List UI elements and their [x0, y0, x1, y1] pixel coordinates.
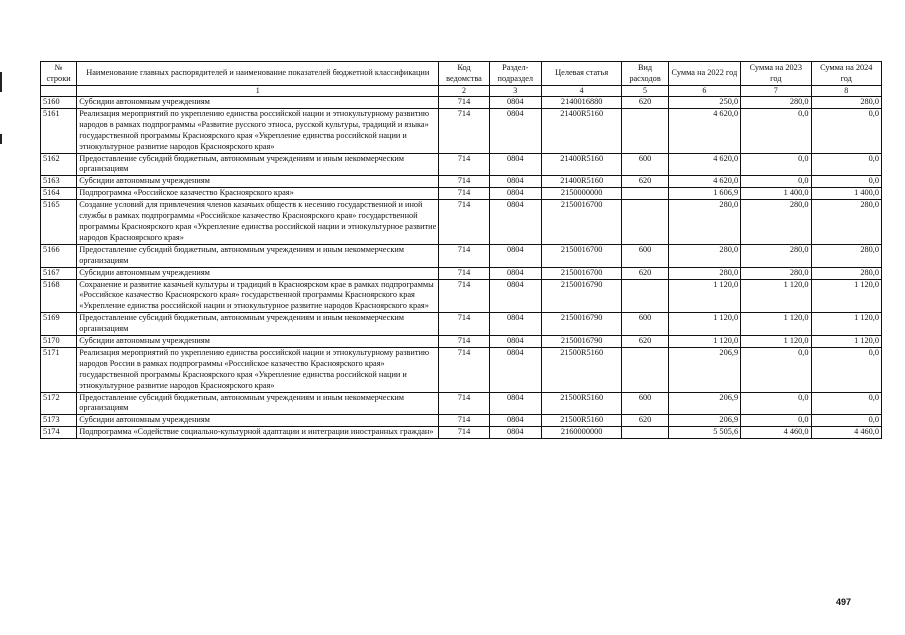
sum-2023: 280,0	[741, 244, 811, 267]
row-name: Реализация мероприятий по укреплению единства российской нации и этнокультурному развитию народов России в рамках подпрограммы «Российское казачество Красноярского края» государственной программы Красноярского края «Укрепление единства российской нации и этнокультурное развитие народов Красноярского края»	[77, 347, 439, 392]
dept-code: 714	[439, 279, 489, 313]
column-number: 7	[741, 86, 811, 97]
row-number: 5164	[41, 188, 77, 200]
sum-2023: 0,0	[741, 108, 811, 153]
sum-2022: 1 606,9	[668, 188, 740, 200]
sum-2023: 1 120,0	[741, 313, 811, 336]
table-row	[41, 279, 882, 313]
target-code: 21400R5160	[541, 176, 621, 188]
header-row-no: № строки	[41, 62, 77, 86]
table-row	[41, 153, 882, 176]
header-dept-code: Код ведомства	[439, 62, 489, 86]
section-code: 0804	[489, 97, 541, 109]
column-number: 2	[439, 86, 489, 97]
target-code: 21500R5160	[541, 392, 621, 415]
table-row	[41, 336, 882, 348]
table-row	[41, 427, 882, 439]
sum-2023: 280,0	[741, 200, 811, 245]
section-code: 0804	[489, 347, 541, 392]
page-number: 497	[836, 597, 852, 607]
row-name: Подпрограмма «Содействие социально-культурной адаптации и интеграции иностранных граждан»	[77, 427, 439, 439]
column-number-row	[41, 86, 882, 97]
sum-2023: 0,0	[741, 153, 811, 176]
column-number	[41, 86, 77, 97]
target-code: 2150016790	[541, 336, 621, 348]
row-number: 5172	[41, 392, 77, 415]
target-code: 2150016700	[541, 244, 621, 267]
column-number: 8	[811, 86, 882, 97]
section-code: 0804	[489, 415, 541, 427]
row-number: 5163	[41, 176, 77, 188]
row-number: 5167	[41, 267, 77, 279]
dept-code: 714	[439, 200, 489, 245]
expense-type: 600	[622, 244, 668, 267]
header-target: Целевая статья	[541, 62, 621, 86]
sum-2024: 1 120,0	[811, 336, 882, 348]
target-code: 2150016700	[541, 200, 621, 245]
sum-2024: 4 460,0	[811, 427, 882, 439]
sum-2024: 0,0	[811, 108, 882, 153]
sum-2024: 0,0	[811, 415, 882, 427]
row-name: Предоставление субсидий бюджетным, автономным учреждениям и иным некоммерческим организациям	[77, 153, 439, 176]
row-name: Предоставление субсидий бюджетным, автономным учреждениям и иным некоммерческим организациям	[77, 244, 439, 267]
target-code: 21500R5160	[541, 347, 621, 392]
table-row	[41, 108, 882, 153]
row-number: 5169	[41, 313, 77, 336]
dept-code: 714	[439, 97, 489, 109]
row-number: 5162	[41, 153, 77, 176]
sum-2024: 280,0	[811, 244, 882, 267]
row-number: 5161	[41, 108, 77, 153]
section-code: 0804	[489, 267, 541, 279]
sum-2022: 280,0	[668, 267, 740, 279]
sum-2022: 4 620,0	[668, 176, 740, 188]
dept-code: 714	[439, 392, 489, 415]
column-number: 1	[77, 86, 439, 97]
table-row	[41, 347, 882, 392]
target-code: 2150016790	[541, 313, 621, 336]
sum-2024: 1 120,0	[811, 313, 882, 336]
sum-2024: 0,0	[811, 392, 882, 415]
table-row	[41, 415, 882, 427]
expense-type	[622, 347, 668, 392]
sum-2023: 280,0	[741, 97, 811, 109]
sum-2024: 0,0	[811, 176, 882, 188]
sum-2024: 0,0	[811, 153, 882, 176]
sum-2023: 1 120,0	[741, 336, 811, 348]
section-code: 0804	[489, 244, 541, 267]
target-code: 2160000000	[541, 427, 621, 439]
table-row	[41, 244, 882, 267]
sum-2022: 280,0	[668, 200, 740, 245]
dept-code: 714	[439, 267, 489, 279]
row-number: 5168	[41, 279, 77, 313]
sum-2024: 280,0	[811, 97, 882, 109]
sum-2023: 0,0	[741, 176, 811, 188]
sum-2022: 250,0	[668, 97, 740, 109]
sum-2022: 280,0	[668, 244, 740, 267]
section-code: 0804	[489, 176, 541, 188]
section-code: 0804	[489, 153, 541, 176]
table-row	[41, 267, 882, 279]
dept-code: 714	[439, 188, 489, 200]
row-name: Предоставление субсидий бюджетным, автономным учреждениям и иным некоммерческим организациям	[77, 392, 439, 415]
sum-2023: 0,0	[741, 392, 811, 415]
row-name: Сохранение и развитие казачьей культуры и традиций в Красноярском крае в рамках подпрограммы «Российское казачество Красноярского края» государственной программы Красноярского края «Укрепление единства российской нации и этнокультурное развитие народов Красноярского края»	[77, 279, 439, 313]
row-name: Субсидии автономным учреждениям	[77, 336, 439, 348]
sum-2022: 4 620,0	[668, 153, 740, 176]
expense-type: 600	[622, 153, 668, 176]
expense-type: 600	[622, 392, 668, 415]
sum-2024: 280,0	[811, 267, 882, 279]
table-row	[41, 392, 882, 415]
sum-2022: 1 120,0	[668, 279, 740, 313]
expense-type	[622, 108, 668, 153]
row-name: Субсидии автономным учреждениям	[77, 267, 439, 279]
sum-2022: 5 505,6	[668, 427, 740, 439]
target-code: 2150000000	[541, 188, 621, 200]
row-name: Предоставление субсидий бюджетным, автономным учреждениям и иным некоммерческим организациям	[77, 313, 439, 336]
section-code: 0804	[489, 392, 541, 415]
sum-2024: 280,0	[811, 200, 882, 245]
dept-code: 714	[439, 176, 489, 188]
dept-code: 714	[439, 415, 489, 427]
section-code: 0804	[489, 108, 541, 153]
expense-type: 620	[622, 336, 668, 348]
expense-type: 620	[622, 415, 668, 427]
section-code: 0804	[489, 200, 541, 245]
expense-type	[622, 188, 668, 200]
expense-type	[622, 427, 668, 439]
row-name: Создание условий для привлечения членов казачьих обществ к несению государственной и иной службы в рамках подпрограммы «Российское казачество Красноярского края» государственной программы Красноярского края «Укрепление единства российской нации и этнокультурное развитие народов Красноярского края»	[77, 200, 439, 245]
sum-2024: 1 400,0	[811, 188, 882, 200]
table-header-row	[41, 62, 882, 86]
row-number: 5174	[41, 427, 77, 439]
binding-edge-mark	[0, 134, 2, 144]
target-code: 21500R5160	[541, 415, 621, 427]
dept-code: 714	[439, 108, 489, 153]
header-name: Наименование главных распорядителей и наименование показателей бюджетной классификации	[77, 62, 439, 86]
column-number: 4	[541, 86, 621, 97]
target-code: 21400R5160	[541, 153, 621, 176]
dept-code: 714	[439, 336, 489, 348]
column-number: 3	[489, 86, 541, 97]
row-number: 5173	[41, 415, 77, 427]
table-row	[41, 200, 882, 245]
section-code: 0804	[489, 279, 541, 313]
row-number: 5170	[41, 336, 77, 348]
sum-2022: 206,9	[668, 392, 740, 415]
sum-2022: 4 620,0	[668, 108, 740, 153]
row-name: Подпрограмма «Российское казачество Красноярского края»	[77, 188, 439, 200]
sum-2022: 206,9	[668, 415, 740, 427]
dept-code: 714	[439, 313, 489, 336]
row-number: 5165	[41, 200, 77, 245]
section-code: 0804	[489, 313, 541, 336]
expense-type: 620	[622, 176, 668, 188]
header-exp-type: Вид расходов	[622, 62, 668, 86]
sum-2024: 1 120,0	[811, 279, 882, 313]
dept-code: 714	[439, 153, 489, 176]
expense-type: 620	[622, 267, 668, 279]
section-code: 0804	[489, 188, 541, 200]
expense-type: 620	[622, 97, 668, 109]
sum-2022: 1 120,0	[668, 336, 740, 348]
sum-2023: 0,0	[741, 415, 811, 427]
row-name: Субсидии автономным учреждениям	[77, 176, 439, 188]
sum-2023: 0,0	[741, 347, 811, 392]
row-number: 5160	[41, 97, 77, 109]
target-code: 2140016880	[541, 97, 621, 109]
dept-code: 714	[439, 427, 489, 439]
row-name: Субсидии автономным учреждениям	[77, 97, 439, 109]
target-code: 2150016790	[541, 279, 621, 313]
row-number: 5171	[41, 347, 77, 392]
sum-2023: 280,0	[741, 267, 811, 279]
table-row	[41, 313, 882, 336]
sum-2024: 0,0	[811, 347, 882, 392]
row-number: 5166	[41, 244, 77, 267]
column-number: 6	[668, 86, 740, 97]
binding-edge-mark	[0, 72, 2, 92]
sum-2023: 1 120,0	[741, 279, 811, 313]
dept-code: 714	[439, 244, 489, 267]
header-section: Раздел-подраздел	[489, 62, 541, 86]
target-code: 2150016700	[541, 267, 621, 279]
target-code: 21400R5160	[541, 108, 621, 153]
header-sum-2022: Сумма на 2022 год	[668, 62, 740, 86]
table-row	[41, 188, 882, 200]
section-code: 0804	[489, 427, 541, 439]
expense-type	[622, 200, 668, 245]
header-sum-2024: Сумма на 2024 год	[811, 62, 882, 86]
sum-2022: 206,9	[668, 347, 740, 392]
header-sum-2023: Сумма на 2023 год	[741, 62, 811, 86]
expense-type	[622, 279, 668, 313]
table-row	[41, 97, 882, 109]
column-number: 5	[622, 86, 668, 97]
row-name: Реализация мероприятий по укреплению единства российской нации и этнокультурному развитию народов в рамках подпрограммы «Развитие русского этноса, русской культуры, традиций и языка» государственной программы Красноярского края «Укрепление единства российской нации и этнокультурное развитие народов Красноярского края»	[77, 108, 439, 153]
budget-table	[40, 61, 882, 439]
expense-type: 600	[622, 313, 668, 336]
sum-2023: 4 460,0	[741, 427, 811, 439]
section-code: 0804	[489, 336, 541, 348]
table-row	[41, 176, 882, 188]
row-name: Субсидии автономным учреждениям	[77, 415, 439, 427]
sum-2023: 1 400,0	[741, 188, 811, 200]
dept-code: 714	[439, 347, 489, 392]
sum-2022: 1 120,0	[668, 313, 740, 336]
